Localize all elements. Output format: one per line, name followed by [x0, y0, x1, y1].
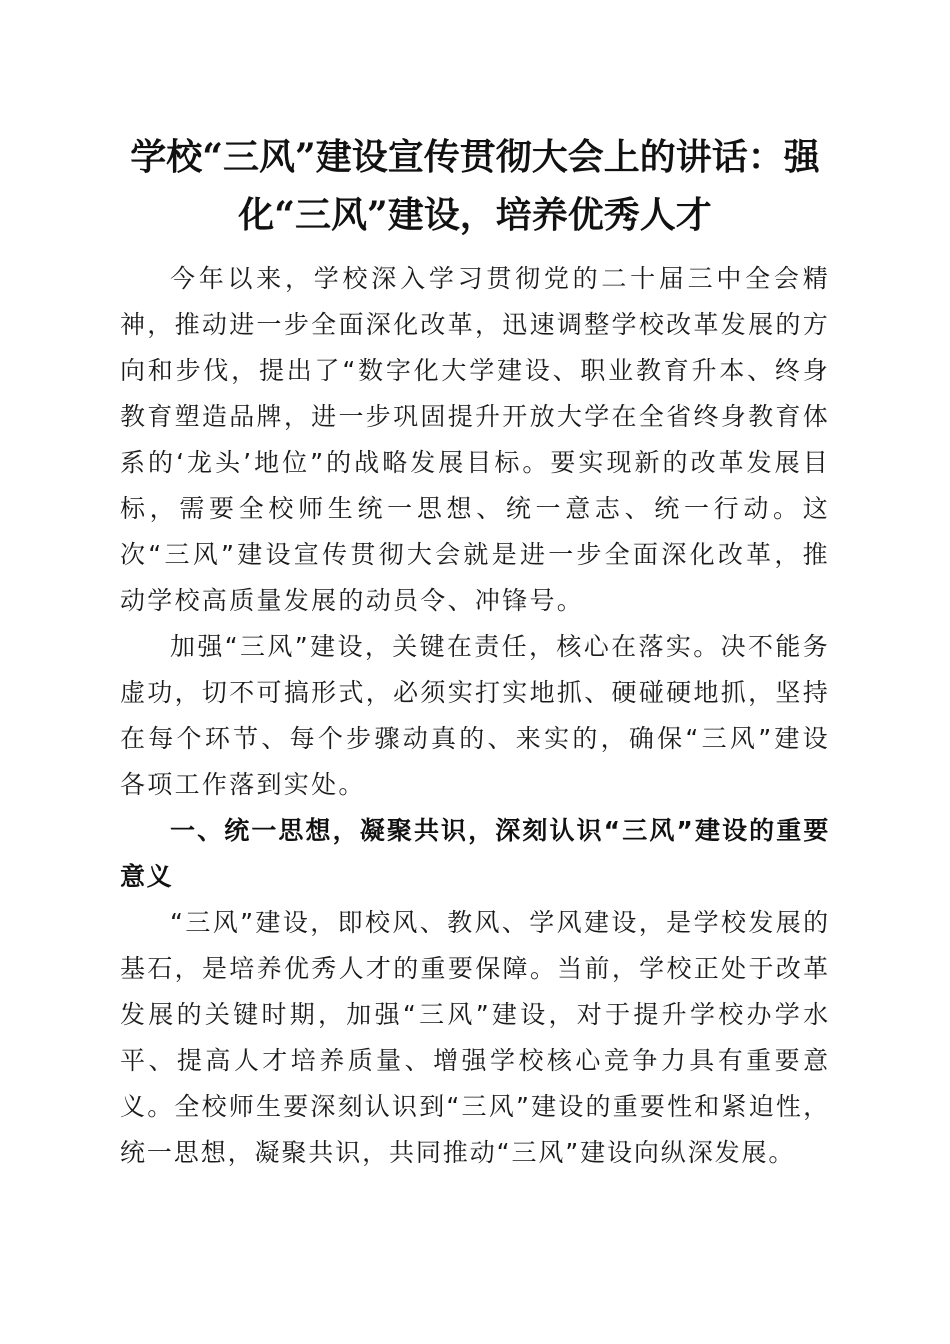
title-line-2: 化“三风”建设，培养优秀人才 [238, 194, 712, 236]
section-heading: 一、统一思想，凝聚共识，深刻认识“三风”建设的重要意义 [120, 816, 830, 891]
title-line-1: 学校“三风”建设宣传贯彻大会上的讲话：强 [130, 136, 820, 178]
document-body [120, 256, 830, 1176]
intro-paragraph: 今年以来，学校深入学习贯彻党的二十届三中全会精神，推动进一步全面深化改革，迅速调整学校改革发展的方向和步伐，提出了“数字化大学建设、职业教育升本、终身教育塑造品牌，进一步巩固提升开放大学在全省终身教育体系的‘龙头’地位”的战略发展目标。要实现新的改革发展目标，需要全校师生统一思想、统一意志、统一行动。这次“三风”建设宣传贯彻大会就是进一步全面深化改革，推动学校高质量发展的动员令、冲锋号。 [120, 264, 830, 615]
responsibility-paragraph: 加强“三风”建设，关键在责任，核心在落实。决不能务虚功，切不可搞形式，必须实打实地抓、硬碰硬地抓，坚持在每个环节、每个步骤动真的、来实的，确保“三风”建设各项工作落到实处。 [120, 632, 830, 799]
section-paragraph: “三风”建设，即校风、教风、学风建设，是学校发展的基石，是培养优秀人才的重要保障。当前，学校正处于改革发展的关键时期，加强“三风”建设，对于提升学校办学水平、提高人才培养质量、增强学校核心竞争力具有重要意义。全校师生要深刻认识到“三风”建设的重要性和紧迫性，统一思想，凝聚共识，共同推动“三风”建设向纵深发展。 [120, 908, 830, 1167]
document-title [112, 128, 838, 244]
